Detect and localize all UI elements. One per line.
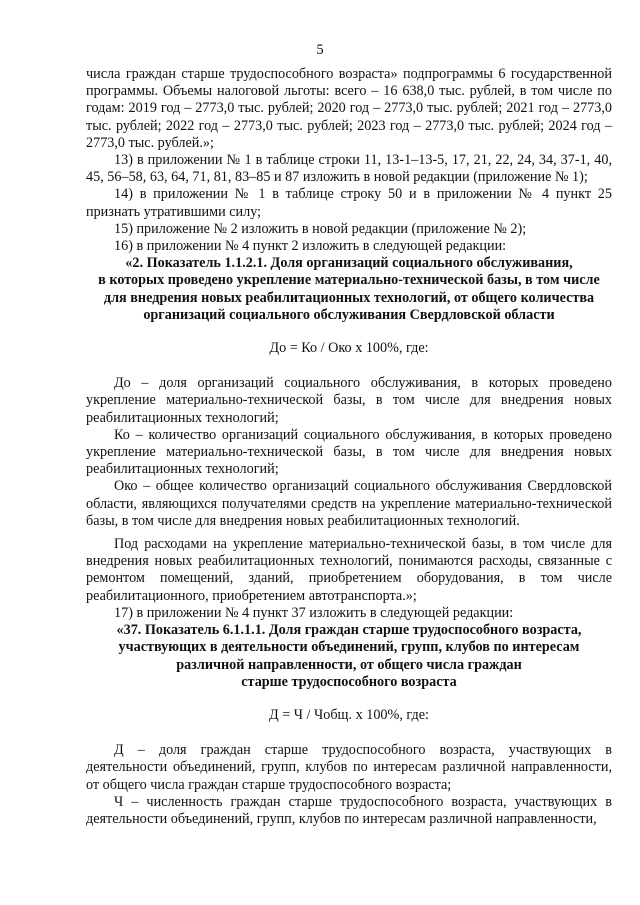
item-17: 17) в приложении № 4 пункт 37 изложить в следующей редакции: <box>114 604 514 621</box>
definition-oko: Око – общее количество организаций социального обслуживания Свердловской области, являющихся получателями средств на укрепление материально-технической базы, в том числе для внедрения новых реабилитационных технологий. <box>86 478 612 529</box>
indicator-heading-2 <box>86 255 612 324</box>
indicator-heading-37 <box>86 622 612 691</box>
definition-do: До – доля организаций социального обслуживания, в которых проведено укрепление материально-технической базы, в том числе для внедрения новых реабилитационных технологий; <box>86 375 612 426</box>
item-15: 15) приложение № 2 изложить в новой редакции (приложение № 2); <box>114 220 527 237</box>
heading-line: старше трудоспособного возраста <box>241 673 457 690</box>
item-16: 16) в приложении № 4 пункт 2 изложить в следующей редакции: <box>114 238 507 255</box>
expenses-paragraph: Под расходами на укрепление материально-технической базы, в том числе для внедрения новых реабилитационных технологий, понимаются расходы, связанные с ремонтом помещений, зданий, приобретением оборудования, в том числе реабилитационного, приобретением автотранспорта.»; <box>86 536 612 604</box>
item-14: 14) в приложении № 1 в таблице строку 50 и в приложении № 4 пункт 25 признать утратившими силу; <box>86 186 612 220</box>
paragraph-continuation: числа граждан старше трудоспособного возраста» подпрограммы 6 государственной программы. Объемы налоговой льготы: всего – 16 638,0 тыс. рублей, в том числе по годам: 2019 год – 2773,0 тыс. рублей; 2020 год – 2773,0 тыс. рублей; 2021 год – 2773,0 тыс. рублей; 2022 год – 2773,0 тыс. рублей; 2023 год – 2773,0 тыс. рублей; 2024 год – 2773,0 тыс. рублей.»; <box>86 66 612 151</box>
item-13: 13) в приложении № 1 в таблице строки 11, 13-1–13-5, 17, 21, 22, 24, 34, 37-1, 40, 45, 56–58, 63, 64, 71, 81, 83–85 и 87 изложить в новой редакции (приложение № 1); <box>86 152 612 186</box>
heading-line: «2. Показатель 1.1.2.1. Доля организаций социального обслуживания, <box>125 255 573 272</box>
formula-d: Д = Ч / Чобщ. x 100%, где: <box>269 706 429 723</box>
page-number: 5 <box>316 42 324 58</box>
definition-d: Д – доля граждан старше трудоспособного возраста, участвующих в деятельности объединений, групп, клубов по интересам различной направленности, от общего числа граждан старше трудоспособного возраста; <box>86 742 612 793</box>
document-body <box>86 66 612 828</box>
heading-line: «37. Показатель 6.1.1.1. Доля граждан старше трудоспособного возраста, <box>116 622 582 639</box>
heading-line: различной направленности, от общего числа граждан <box>176 656 522 673</box>
heading-line: для внедрения новых реабилитационных технологий, от общего количества <box>103 289 595 306</box>
formula-do: До = Ко / Око x 100%, где: <box>269 340 429 357</box>
definition-ch: Ч – численность граждан старше трудоспособного возраста, участвующих в деятельности объединений, групп, клубов по интересам различной направленности, <box>86 793 612 827</box>
heading-line: организаций социального обслуживания Свердловской области <box>143 306 555 323</box>
definition-ko: Ко – количество организаций социального обслуживания, в которых проведено укрепление материально-технической базы, в том числе для внедрения новых реабилитационных технологий; <box>86 426 612 478</box>
heading-line: участвующих в деятельности объединений, групп, клубов по интересам <box>118 639 580 656</box>
heading-line: в которых проведено укрепление материально-технической базы, в том числе <box>98 272 600 289</box>
